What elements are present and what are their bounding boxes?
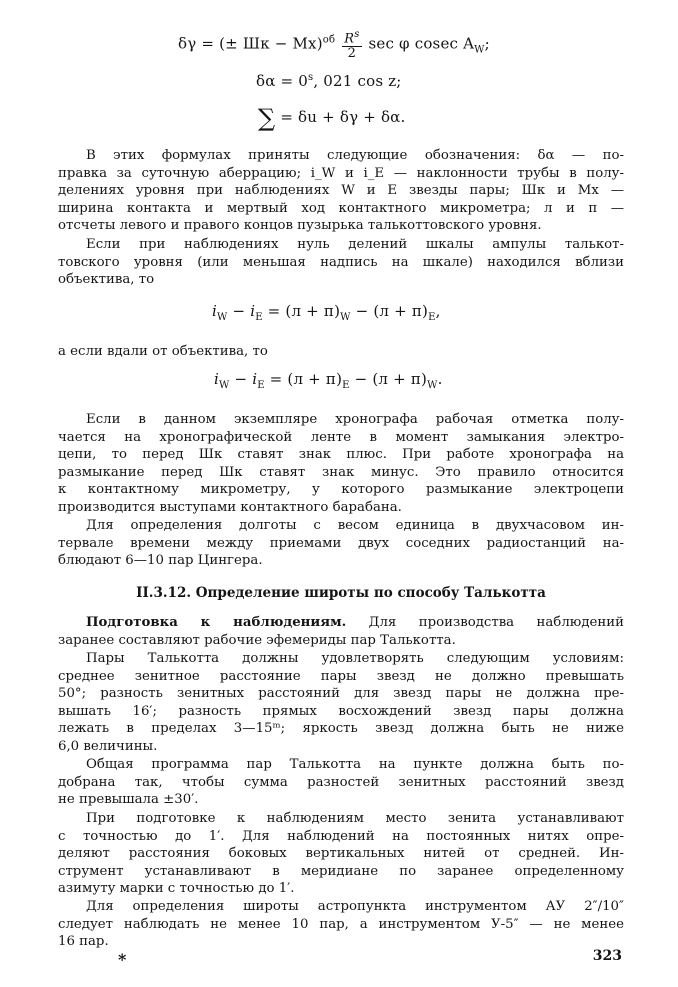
text-line: правка за суточную аберрацию; i_W и i_E — наклонности трубы в полу- <box>58 165 624 181</box>
text-line: струмент устанавливают в меридиане по заранее определенному <box>58 863 624 879</box>
text-line: объектива, то <box>58 272 155 288</box>
text-line: Для определения долготы с весом единица в двухчасовом ин- <box>86 518 624 533</box>
formula-1-fraction <box>342 28 361 61</box>
text-line-rest: Для производства наблюдений <box>346 615 624 630</box>
formula-3-text: = δu + δγ + δα. <box>280 108 406 126</box>
formula-1-rhs-sub: W <box>474 44 485 56</box>
text-line: следует наблюдать не менее 10 пар, а инструментом У-5″ — не менее <box>58 916 624 932</box>
text-line: деляют расстояния боковых вертикальных нитей от средней. Ин- <box>58 846 624 862</box>
paragraph-conditions <box>58 650 624 756</box>
text-line <box>58 614 624 632</box>
text-line: с точностью до 1′. Для наблюдений на постоянных нитях опре- <box>58 828 624 844</box>
formula-2-text: δα = 0 <box>256 72 309 90</box>
text-line: среднее зенитное расстояние пары звезд не должно превышать <box>58 668 624 684</box>
paragraph-preparation <box>58 614 624 649</box>
sum-sign: ∑ <box>258 104 276 132</box>
formula-1-sup: об <box>322 34 336 46</box>
text-line: При подготовке к наблюдениям место зенита устанавливают <box>86 811 624 826</box>
paragraph-chronograph <box>58 411 624 517</box>
text-line: делениях уровня при наблюдениях W и E звезды пары; Шк и Мх — <box>58 183 624 199</box>
formula-tilt-near <box>212 302 441 323</box>
formula-delta-gamma <box>178 28 490 61</box>
text-line: Если в данном экземпляре хронографа рабочая отметка полу- <box>86 412 624 427</box>
formula-tilt-far <box>214 370 443 391</box>
formula-1-lhs: δγ = (± Шк − Мх) <box>178 34 323 53</box>
text-line: блюдают 6—10 пар Цингера. <box>58 553 263 569</box>
section-heading: II.3.12. Определение широты по способу Талькотта <box>136 585 546 601</box>
formula-sum <box>258 104 405 132</box>
paragraph-latitude-count <box>58 898 624 951</box>
text-line: азимуту марки с точностью до 1′. <box>58 881 295 897</box>
paragraph-zenith <box>58 810 624 898</box>
text-line: В этих формулах приняты следующие обозначения: δα — по- <box>86 148 624 163</box>
text-line: 6,0 величины. <box>58 738 158 754</box>
formula-1-tail: ; <box>484 34 490 53</box>
formula-1-frac-den: 2 <box>347 46 357 62</box>
formula-5-text: $i_W - i_E = (л + п)_E - (л + п)_W$. <box>214 370 443 391</box>
text-line: добрана так, чтобы сумма разностей зенитных расстояний звезд <box>58 774 624 790</box>
formula-delta-alpha <box>256 72 402 90</box>
formula-2-sup: s <box>308 72 314 83</box>
text-line: вышать 16′; разность прямых восхождений звезд пары должна <box>58 703 624 719</box>
footer-asterisk: * <box>118 950 127 969</box>
formula-4-text: $i_W - i_E = (л + п)_W - (л + п)_E$, <box>212 302 441 323</box>
text-line: к контактному микрометру, у которого размыкание электроцепи <box>58 482 624 498</box>
text-line: отсчеты левого и правого концов пузырька талькоттовского уровня. <box>58 218 542 234</box>
text-line: размыкание перед Шк ставят знак минус. Это правило относится <box>58 464 624 480</box>
text-line: чается на хронографической ленте в момент замыкания электро- <box>58 429 624 445</box>
text-line: ширина контакта и мертвый ход контактного микрометра; л и п — <box>58 200 624 216</box>
paragraph-program <box>58 756 624 809</box>
page-number: 323 <box>592 948 622 964</box>
text-line: не превышала ±30′. <box>58 792 199 808</box>
text-line: Пары Талькотта должны удовлетворять следующим условиям: <box>86 651 624 666</box>
text-line: Общая программа пар Талькотта на пункте должна быть по- <box>86 757 624 772</box>
paragraph-level-near <box>58 236 624 289</box>
text-line: а если вдали от объектива, то <box>58 344 268 359</box>
paragraph-longitude <box>58 517 624 570</box>
formula-1-rhs: sec φ cosec A <box>368 34 475 53</box>
text-line: цепи, то перед Шк ставят знак плюс. При работе хронографа на <box>58 447 624 463</box>
text-line: 50°; разность зенитных расстояний для звезд пары не должна пре- <box>58 686 624 702</box>
formula-1-frac-num: R <box>344 31 355 47</box>
paragraph-notation <box>58 147 624 235</box>
text-line: Если при наблюдениях нуль делений шкалы ампулы талькот- <box>86 237 624 252</box>
formula-1-frac-num-sup: s <box>354 29 360 40</box>
text-line: товского уровня (или меньшая надпись на шкале) находился вблизи <box>58 254 624 270</box>
text-line: заранее составляют рабочие эфемериды пар Талькотта. <box>58 632 456 648</box>
text-line: производится выступами контактного барабана. <box>58 499 402 515</box>
formula-2-tail: , 021 cos z; <box>313 72 402 90</box>
text-line: лежать в пределах 3—15ᵐ; яркость звезд должна быть не ниже <box>58 721 624 737</box>
bold-lead: Подготовка к наблюдениям. <box>86 615 347 630</box>
text-line: Для определения широты астропункта инструментом АУ 2″/10″ <box>86 899 624 914</box>
text-line: 16 пар. <box>58 934 109 950</box>
text-line: тервале времени между приемами двух соседних радиостанций на- <box>58 535 624 551</box>
paragraph-level-far <box>58 343 624 361</box>
